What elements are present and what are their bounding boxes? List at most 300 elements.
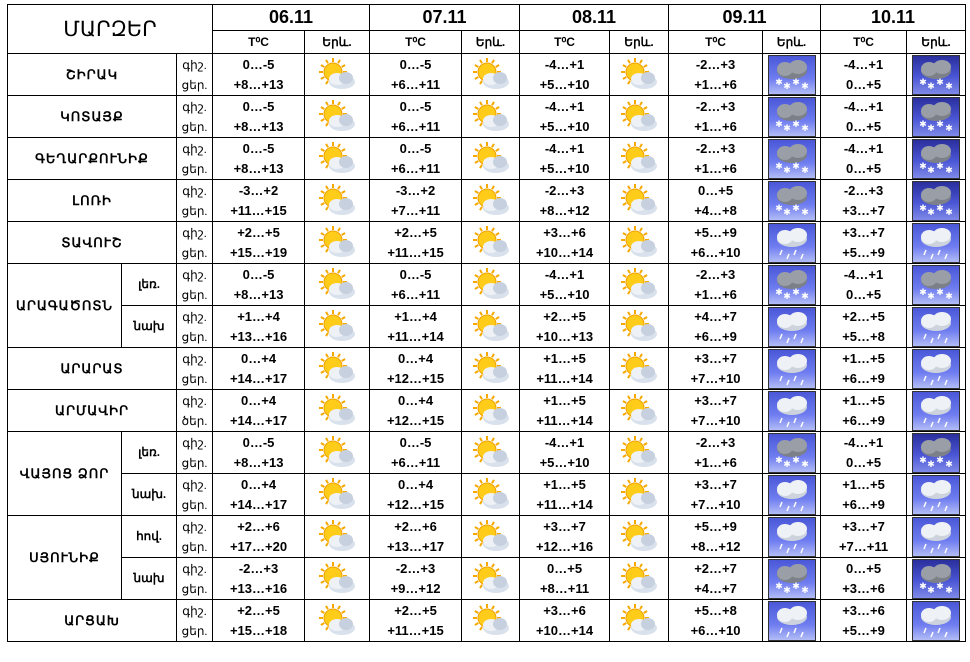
- temperature-cell: [520, 138, 610, 180]
- day-temp: +11…+14: [536, 412, 593, 428]
- rain-cloud-icon: [768, 318, 816, 335]
- rain-cloud-icon: [768, 402, 816, 419]
- sun-cloud-icon: [618, 528, 660, 545]
- day-temp: +1…+6: [694, 454, 737, 470]
- region-row: [8, 516, 966, 558]
- day-temp: +10…+13: [535, 328, 594, 344]
- day-temp: +1…+6: [694, 286, 737, 302]
- region-header: ՄԱՐԶԵՐ: [8, 5, 213, 54]
- night-label: գիշ.: [182, 519, 207, 534]
- night-temp: +2…+5: [842, 308, 885, 324]
- region-name: ԱՐՄԱՎԻՐ: [8, 390, 177, 432]
- rain-cloud-icon: [768, 528, 816, 545]
- night-temp: -2…+3: [695, 56, 736, 72]
- weather-icon-cell: [610, 138, 669, 180]
- day-temp: +6…+9: [842, 370, 885, 386]
- region-name: ԱՐՑԱԽ: [8, 600, 177, 642]
- night-temp: -4…+1: [843, 434, 884, 450]
- weather-icon-cell: [305, 96, 370, 138]
- date-header: 08.11: [520, 5, 669, 31]
- temperature-cell: [520, 390, 610, 432]
- temperature-cell: [520, 600, 610, 642]
- night-temp: +1…+5: [543, 392, 586, 408]
- day-temp: +8…+13: [233, 76, 284, 92]
- period-labels: [177, 348, 213, 390]
- night-temp: +5…+8: [694, 602, 737, 618]
- weather-icon-cell: [763, 348, 821, 390]
- sun-cloud-icon: [470, 318, 512, 335]
- night-temp: 0…-5: [242, 98, 275, 114]
- day-temp: 0…+5: [846, 286, 882, 302]
- day-temp: +1…+6: [694, 76, 737, 92]
- night-temp: -4…+1: [544, 266, 585, 282]
- day-temp: +6…+9: [842, 412, 885, 428]
- day-label: ցեր.: [181, 77, 208, 92]
- region-name: ԳԵՂԱՐՔՈՒՆԻՔ: [8, 138, 177, 180]
- day-temp: +6…+10: [690, 622, 741, 638]
- rain-cloud-icon: [768, 486, 816, 503]
- night-label: գիշ.: [182, 561, 207, 576]
- period-labels: [177, 558, 213, 600]
- period-labels: [177, 222, 213, 264]
- sun-cloud-icon: [618, 192, 660, 209]
- temperature-cell: [669, 306, 763, 348]
- snow-cloud-icon: [768, 276, 816, 302]
- temperature-cell: [213, 390, 305, 432]
- weather-icon-cell: [462, 432, 520, 474]
- night-temp: +2…+6: [237, 518, 280, 534]
- svg-text:✱: ✱: [945, 165, 953, 176]
- day-temp: 0…+5: [846, 118, 882, 134]
- sun-cloud-icon: [470, 66, 512, 83]
- sun-cloud-icon: [316, 402, 358, 419]
- sun-cloud-icon: [470, 234, 512, 251]
- svg-text:✱: ✱: [800, 207, 809, 218]
- region-row: [8, 54, 966, 96]
- temperature-cell: [520, 180, 610, 222]
- day-temp: +8…+12: [539, 202, 590, 218]
- svg-text:✱: ✱: [919, 203, 927, 214]
- sun-cloud-icon: [618, 318, 660, 335]
- snow-cloud-night-icon: [912, 444, 960, 470]
- weather-icon-cell: [907, 54, 966, 96]
- weather-icon-cell: [462, 474, 520, 516]
- temperature-cell: [370, 222, 462, 264]
- day-temp: +10…+14: [535, 622, 594, 638]
- temp-header: T⁰C: [520, 31, 610, 54]
- temperature-cell: [821, 600, 907, 642]
- temperature-cell: [370, 348, 462, 390]
- night-temp: 0…+4: [398, 392, 434, 408]
- weather-icon-cell: [907, 474, 966, 516]
- weather-icon-cell: [610, 306, 669, 348]
- day-temp: +15…+19: [229, 244, 288, 260]
- subregion-label: լեռ.: [122, 264, 177, 306]
- day-temp: +7…+10: [690, 370, 741, 386]
- svg-text:✱: ✱: [800, 165, 809, 176]
- region-name: ԱՐԱՐԱՏ: [8, 348, 177, 390]
- temperature-cell: [669, 54, 763, 96]
- sun-cloud-icon: [470, 150, 512, 167]
- sun-cloud-icon: [470, 402, 512, 419]
- weather-icon-cell: [763, 96, 821, 138]
- day-label: ցեր.: [181, 455, 208, 470]
- day-label: ցեր.: [181, 497, 208, 512]
- subregion-label: նախ: [122, 558, 177, 600]
- snow-cloud-night-icon: [912, 150, 960, 176]
- night-label: գիշ.: [182, 393, 207, 408]
- sun-cloud-icon: [618, 234, 660, 251]
- svg-text:✱: ✱: [945, 291, 953, 302]
- day-temp: +5…+10: [539, 160, 590, 176]
- subregion-label: նախ: [122, 306, 177, 348]
- weather-icon-cell: [907, 222, 966, 264]
- svg-text:✱: ✱: [945, 81, 953, 92]
- temperature-cell: [370, 600, 462, 642]
- day-temp: +1…+6: [694, 118, 737, 134]
- night-temp: 0…-5: [399, 434, 432, 450]
- temperature-cell: [213, 558, 305, 600]
- night-temp: -2…+3: [695, 140, 736, 156]
- weather-icon-cell: [462, 516, 520, 558]
- night-temp: 0…-5: [242, 266, 275, 282]
- temperature-cell: [821, 348, 907, 390]
- svg-text:✱: ✱: [936, 287, 944, 298]
- night-label: գիշ.: [182, 435, 207, 450]
- temperature-cell: [821, 96, 907, 138]
- day-temp: +15…+18: [229, 622, 288, 638]
- subregion-label: հով.: [122, 516, 177, 558]
- svg-text:✱: ✱: [919, 161, 927, 172]
- day-temp: +6…+11: [390, 454, 441, 470]
- temperature-cell: [669, 390, 763, 432]
- sun-cloud-icon: [618, 66, 660, 83]
- day-temp: +6…+9: [694, 328, 737, 344]
- night-temp: +2…+5: [543, 308, 586, 324]
- weather-icon-cell: [462, 558, 520, 600]
- region-name: ՇԻՐԱԿ: [8, 54, 177, 96]
- night-label: գիշ.: [182, 225, 207, 240]
- day-temp: +14…+17: [229, 370, 288, 386]
- day-temp: 0…+5: [846, 454, 882, 470]
- temperature-cell: [821, 390, 907, 432]
- svg-text:✱: ✱: [791, 455, 800, 466]
- day-temp: +14…+17: [229, 496, 288, 512]
- weather-icon-cell: [610, 474, 669, 516]
- temperature-cell: [821, 222, 907, 264]
- night-temp: +2…+5: [237, 602, 280, 618]
- svg-text:✱: ✱: [791, 161, 800, 172]
- svg-text:✱: ✱: [927, 207, 935, 218]
- weather-icon-cell: [610, 180, 669, 222]
- temperature-cell: [669, 180, 763, 222]
- snow-cloud-icon: [768, 570, 816, 596]
- rain-cloud-icon: [768, 360, 816, 377]
- svg-text:✱: ✱: [936, 161, 944, 172]
- period-labels: [177, 180, 213, 222]
- temperature-cell: [213, 96, 305, 138]
- rain-cloud-icon: [768, 234, 816, 251]
- period-labels: [177, 390, 213, 432]
- sun-cloud-icon: [470, 108, 512, 125]
- temperature-cell: [370, 180, 462, 222]
- temperature-cell: [520, 516, 610, 558]
- night-temp: +1…+4: [237, 308, 280, 324]
- day-label: ցեր.: [181, 203, 208, 218]
- temperature-cell: [370, 138, 462, 180]
- weather-icon-cell: [305, 54, 370, 96]
- region-row: [8, 306, 966, 348]
- night-temp: +3…+6: [543, 602, 586, 618]
- snow-cloud-night-icon: [912, 108, 960, 134]
- svg-text:✱: ✱: [919, 77, 927, 88]
- sun-cloud-icon: [316, 360, 358, 377]
- temperature-cell: [821, 180, 907, 222]
- period-labels: [177, 96, 213, 138]
- night-temp: -4…+1: [544, 434, 585, 450]
- day-temp: +13…+16: [229, 328, 288, 344]
- svg-text:✱: ✱: [791, 119, 800, 130]
- region-row: [8, 474, 966, 516]
- period-labels: [177, 432, 213, 474]
- weather-icon-cell: [462, 390, 520, 432]
- day-temp: +1…+6: [694, 160, 737, 176]
- snow-cloud-icon: [768, 66, 816, 92]
- date-header: 09.11: [669, 5, 821, 31]
- weather-icon-cell: [763, 138, 821, 180]
- night-temp: +2…+5: [394, 224, 437, 240]
- night-temp: +3…+7: [842, 224, 885, 240]
- weather-icon-cell: [907, 432, 966, 474]
- day-temp: +7…+10: [690, 496, 741, 512]
- temperature-cell: [370, 264, 462, 306]
- svg-text:✱: ✱: [800, 81, 809, 92]
- rain-cloud-icon: [912, 234, 960, 251]
- period-labels: [177, 264, 213, 306]
- night-temp: 0…-5: [399, 98, 432, 114]
- region-row: [8, 432, 966, 474]
- weather-icon-cell: [305, 432, 370, 474]
- day-label: ցեր.: [181, 161, 208, 176]
- svg-text:✱: ✱: [782, 123, 791, 134]
- weather-icon-cell: [305, 180, 370, 222]
- weather-icon-cell: [610, 558, 669, 600]
- night-temp: +1…+5: [543, 476, 586, 492]
- day-temp: +6…+9: [842, 496, 885, 512]
- temperature-cell: [370, 516, 462, 558]
- region-row: [8, 390, 966, 432]
- svg-text:✱: ✱: [936, 119, 944, 130]
- sky-header: Երև.: [763, 31, 821, 54]
- night-temp: +3…+7: [694, 392, 737, 408]
- weather-icon-cell: [462, 306, 520, 348]
- temp-header: T⁰C: [213, 31, 305, 54]
- night-temp: -2…+3: [843, 182, 884, 198]
- night-label: գիշ.: [182, 309, 207, 324]
- night-temp: -4…+1: [544, 98, 585, 114]
- sun-cloud-icon: [470, 444, 512, 461]
- temp-header: T⁰C: [669, 31, 763, 54]
- region-row: [8, 348, 966, 390]
- svg-text:✱: ✱: [936, 77, 944, 88]
- weather-icon-cell: [462, 264, 520, 306]
- day-temp: +17…+20: [229, 538, 288, 554]
- date-header: 10.11: [821, 5, 966, 31]
- svg-text:✱: ✱: [919, 287, 927, 298]
- temperature-cell: [520, 54, 610, 96]
- temperature-cell: [213, 474, 305, 516]
- weather-icon-cell: [907, 600, 966, 642]
- region-row: [8, 222, 966, 264]
- weather-icon-cell: [305, 558, 370, 600]
- weather-icon-cell: [305, 222, 370, 264]
- region-row: [8, 600, 966, 642]
- night-temp: -4…+1: [843, 56, 884, 72]
- sun-cloud-icon: [618, 444, 660, 461]
- night-temp: -3…+2: [238, 182, 279, 198]
- snow-cloud-icon: [768, 444, 816, 470]
- night-temp: 0…+4: [398, 476, 434, 492]
- weather-icon-cell: [763, 264, 821, 306]
- svg-text:✱: ✱: [919, 581, 927, 592]
- temperature-cell: [669, 264, 763, 306]
- weather-icon-cell: [763, 54, 821, 96]
- temperature-cell: [520, 264, 610, 306]
- night-temp: +2…+6: [394, 518, 437, 534]
- sun-cloud-icon: [618, 486, 660, 503]
- temperature-cell: [213, 516, 305, 558]
- sun-cloud-icon: [470, 612, 512, 629]
- weather-icon-cell: [907, 348, 966, 390]
- weather-icon-cell: [462, 180, 520, 222]
- weather-icon-cell: [763, 390, 821, 432]
- temperature-cell: [669, 348, 763, 390]
- svg-text:✱: ✱: [782, 165, 791, 176]
- svg-text:✱: ✱: [945, 123, 953, 134]
- weather-icon-cell: [610, 96, 669, 138]
- sun-cloud-icon: [316, 570, 358, 587]
- temperature-cell: [821, 138, 907, 180]
- svg-text:✱: ✱: [936, 455, 944, 466]
- night-temp: +3…+7: [694, 476, 737, 492]
- night-temp: +1…+5: [842, 350, 885, 366]
- temperature-cell: [370, 390, 462, 432]
- subregion-label: նախ.: [122, 474, 177, 516]
- weather-icon-cell: [763, 306, 821, 348]
- snow-cloud-night-icon: [912, 192, 960, 218]
- day-temp: +11…+15: [387, 622, 444, 638]
- day-label: ցեր.: [181, 287, 208, 302]
- weather-icon-cell: [305, 264, 370, 306]
- weather-icon-cell: [610, 348, 669, 390]
- period-labels: [177, 138, 213, 180]
- region-row: [8, 180, 966, 222]
- weather-icon-cell: [763, 600, 821, 642]
- night-temp: +3…+7: [842, 518, 885, 534]
- svg-text:✱: ✱: [782, 585, 791, 596]
- day-temp: +5…+8: [842, 328, 885, 344]
- temperature-cell: [520, 474, 610, 516]
- period-labels: [177, 306, 213, 348]
- night-temp: -3…+2: [395, 182, 436, 198]
- svg-text:✱: ✱: [945, 207, 953, 218]
- night-temp: 0…+4: [241, 350, 277, 366]
- weather-icon-cell: [610, 390, 669, 432]
- weather-icon-cell: [305, 390, 370, 432]
- night-temp: 0…+4: [241, 476, 277, 492]
- date-header: 06.11: [213, 5, 370, 31]
- rain-cloud-icon: [912, 402, 960, 419]
- night-label: գիշ.: [182, 603, 207, 618]
- day-label: ծեր.: [181, 413, 208, 428]
- sky-header: Երև.: [610, 31, 669, 54]
- night-temp: +5…+9: [694, 224, 737, 240]
- night-temp: +5…+9: [694, 518, 737, 534]
- region-row: [8, 138, 966, 180]
- day-temp: +6…+10: [690, 244, 741, 260]
- period-labels: [177, 516, 213, 558]
- sun-cloud-icon: [316, 234, 358, 251]
- temperature-cell: [213, 138, 305, 180]
- night-temp: 0…+4: [241, 392, 277, 408]
- svg-text:✱: ✱: [774, 77, 783, 88]
- night-temp: +1…+5: [543, 350, 586, 366]
- night-temp: +2…+7: [694, 560, 737, 576]
- weather-icon-cell: [907, 516, 966, 558]
- night-temp: +2…+5: [394, 602, 437, 618]
- svg-text:✱: ✱: [927, 291, 935, 302]
- temperature-cell: [821, 432, 907, 474]
- weather-icon-cell: [462, 138, 520, 180]
- night-temp: -4…+1: [843, 266, 884, 282]
- night-temp: -4…+1: [843, 98, 884, 114]
- svg-text:✱: ✱: [774, 287, 783, 298]
- night-label: գիշ.: [182, 477, 207, 492]
- weather-icon-cell: [763, 180, 821, 222]
- temperature-cell: [669, 600, 763, 642]
- day-temp: +5…+10: [539, 118, 590, 134]
- night-temp: +1…+4: [394, 308, 437, 324]
- sky-header: Երև.: [907, 31, 966, 54]
- day-temp: +11…+14: [387, 328, 444, 344]
- weather-icon-cell: [907, 138, 966, 180]
- svg-text:✱: ✱: [782, 291, 791, 302]
- temperature-cell: [669, 138, 763, 180]
- temperature-cell: [520, 222, 610, 264]
- night-temp: 0…-5: [242, 434, 275, 450]
- day-temp: +6…+11: [390, 160, 441, 176]
- rain-cloud-icon: [912, 318, 960, 335]
- temperature-cell: [821, 558, 907, 600]
- temperature-cell: [821, 264, 907, 306]
- day-temp: +3…+7: [842, 202, 885, 218]
- temperature-cell: [370, 558, 462, 600]
- svg-text:✱: ✱: [782, 459, 791, 470]
- weather-icon-cell: [610, 54, 669, 96]
- day-temp: +12…+15: [386, 370, 445, 386]
- svg-text:✱: ✱: [945, 459, 953, 470]
- rain-cloud-icon: [912, 486, 960, 503]
- sun-cloud-icon: [470, 360, 512, 377]
- region-name: ՎԱՅՈՑ ՁՈՐ: [8, 432, 122, 516]
- night-label: գիշ.: [182, 267, 207, 282]
- temperature-cell: [669, 516, 763, 558]
- region-row: [8, 96, 966, 138]
- sun-cloud-icon: [618, 150, 660, 167]
- sun-cloud-icon: [316, 612, 358, 629]
- temperature-cell: [370, 306, 462, 348]
- sun-cloud-icon: [618, 276, 660, 293]
